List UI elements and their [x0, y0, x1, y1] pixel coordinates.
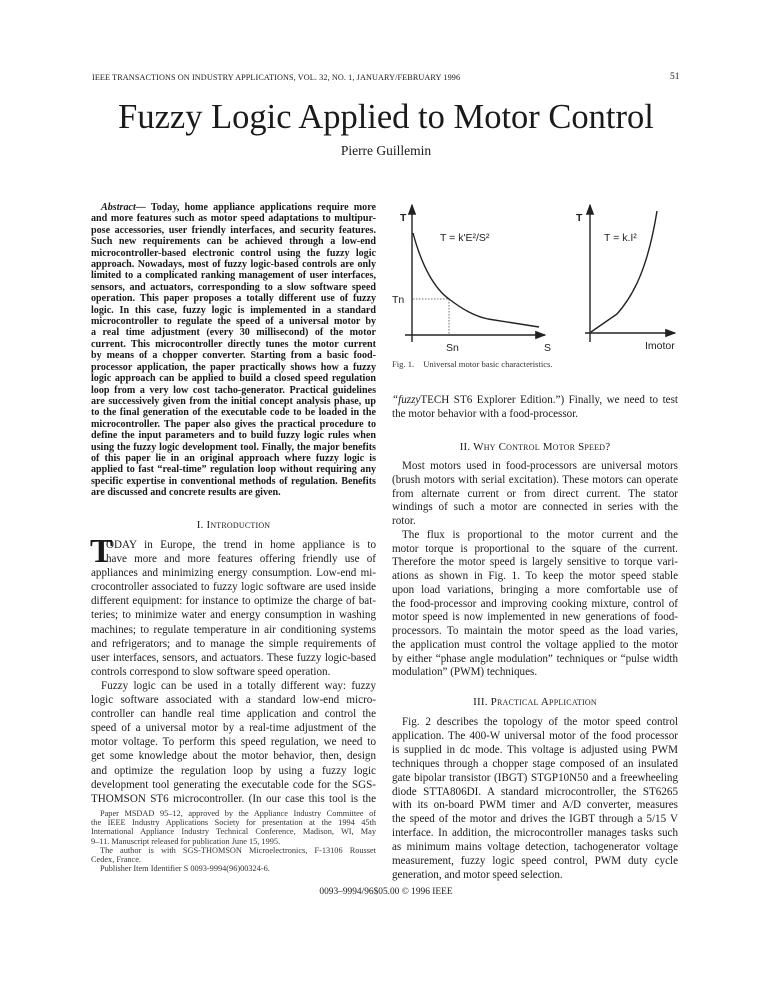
- text-line: approach. Nowadays, most of fuzzy logic-based controls are only: [91, 259, 376, 271]
- text-line: as minimum mains voltage detection, tachogenerator voltage: [392, 841, 678, 854]
- text-line: pose accessories, user friendly interfaces, and security features.: [91, 224, 376, 236]
- text-line: windings of such a motor are connected in series with the: [392, 501, 678, 514]
- text-line: motor torque is proportional to the square of the current.: [392, 542, 678, 555]
- text-line: diode STTA806DI. A standard microcontroller, the ST6265: [392, 785, 678, 798]
- text-line: define the input parameters and to build fuzzy logic rules when: [91, 430, 376, 442]
- text-line: with its on-board PWM timer and A/D converter, measures: [392, 799, 678, 812]
- figure-motor-characteristics: [380, 195, 680, 360]
- text-line: and refrigerators; and to manage the simple requirements of: [91, 637, 376, 650]
- abstract-label: Abstract—: [101, 202, 146, 213]
- footnotes: [91, 809, 376, 873]
- text-line: specific expertise in conventional methods of regulation. Benefits: [91, 475, 376, 487]
- italic-word: “fuzzy: [392, 394, 421, 406]
- text-line: generation, and motor speed selection.: [392, 868, 563, 881]
- text-line: microcontroller-based electronic control using the fuzzy logic: [91, 247, 376, 259]
- text-line: by means of a chopper converter. Starting from a basic food-: [91, 350, 376, 362]
- section-heading-introduction: I. Introduction: [196, 519, 271, 531]
- page-number: 51: [670, 72, 680, 82]
- text-line: (brush motors with serial excitation). These motors can operate: [392, 473, 678, 486]
- text-line: current. This microcontroller directly tunes the motor current: [91, 338, 376, 350]
- text-line: Such new requirements can be achieved through a low-end: [91, 236, 376, 248]
- paragraph: [91, 846, 376, 864]
- text-line: Publisher Item Identifier S 0093-9994(96)00324-6.: [100, 864, 270, 874]
- figure-label: Fig. 1.: [392, 359, 415, 369]
- text-line: The author is with SGS-THOMSON Microelectronics, F-13106 Rousset: [100, 845, 376, 855]
- text-line: motor voltage. To perform this speed regulation, we need to: [91, 736, 376, 749]
- paragraph: [91, 679, 376, 806]
- text-line: logic software associated with a standard low-end micro-: [91, 694, 376, 707]
- text-line: are discussed and concrete results are given.: [91, 487, 281, 499]
- text-span: TECH ST6 Explorer Edition.”) Finally, we need to test: [420, 394, 678, 406]
- text-line: microcontroller. The paper also gives the practical procedure to: [91, 418, 376, 430]
- text-line: development tool generating the executable code for the SGS-: [91, 778, 376, 791]
- sn-label: Sn: [446, 342, 459, 354]
- text-line: by either “phase angle modulation” techniques or “pulse width: [392, 652, 678, 665]
- text-line: logic. In this case, fuzzy logic is implemented in a standard: [91, 304, 376, 316]
- text-line: The flux is proportional to the motor current and the: [402, 528, 678, 541]
- text-line: interface. In addition, the microcontroller manages tasks such: [392, 827, 678, 840]
- x-axis-label: S: [544, 342, 552, 354]
- section-heading-practical: III. Practical Application: [473, 696, 597, 708]
- introduction-body: [90, 533, 376, 806]
- text-line: Cedex, France.: [91, 855, 141, 865]
- figure-caption: [392, 359, 553, 369]
- formula-label: T = k.I²: [604, 232, 637, 244]
- text-line: limited to a complicated ranking management of user interfaces,: [91, 270, 376, 282]
- text-line: modulation” (PWM) techniques.: [392, 666, 538, 679]
- torque-current-curve: [591, 211, 657, 332]
- paragraph: [91, 566, 376, 679]
- section3-body: [392, 716, 678, 883]
- text-line: a real time adjustment (every 30 millisecond) of the motor: [91, 327, 376, 339]
- text-line: [392, 393, 678, 407]
- paragraph: [91, 864, 376, 873]
- text-line: to the final generation of the executable code to be loaded in the: [91, 407, 376, 419]
- paragraph: [392, 529, 678, 680]
- abstract-line: [91, 202, 376, 213]
- text-line: Fig. 2 describes the topology of the motor speed control: [402, 716, 678, 728]
- text-line: have more and more features offering friendly use of: [106, 553, 376, 566]
- text-line: controls correspond to slow software speed operation.: [91, 665, 331, 678]
- text-line: Paper MSDAD 95–12, approved by the Appliance Industry Committee of: [100, 809, 376, 818]
- text-line: upon load variations, bringing a more comfortable use of: [392, 583, 678, 596]
- text-line: application. The 400-W universal motor of the food processor: [392, 729, 678, 742]
- text-line: the application must control the voltage applied to the motor: [392, 638, 678, 651]
- text-line: different equipment: for instance to optimize the charge of bat-: [91, 595, 376, 608]
- text-line: crocontroller associated to fuzzy logic software are used inside: [91, 581, 376, 594]
- text-line: gate bipolar transistor (IBGT) STGP10N50 and a freewheeling: [392, 771, 678, 784]
- text-line: the motor behavior with a food-processor.: [392, 408, 579, 420]
- text-line: Most motors used in food-processors are universal motors: [402, 460, 678, 472]
- text-line: rotor.: [392, 515, 416, 527]
- torque-speed-curve: [413, 233, 539, 327]
- y-axis-label: T: [576, 212, 583, 224]
- text-line: and more features such as motor speed adaptations to multipur-: [91, 213, 376, 225]
- section2-body: [392, 460, 678, 680]
- text-line: from alternate current or from direct current. The stator: [392, 487, 678, 500]
- paragraph: [392, 460, 678, 529]
- y-axis-label: T: [400, 212, 407, 224]
- section-heading-why-control: II. Why Control Motor Speed?: [459, 441, 611, 453]
- figure-caption-text: Universal motor basic characteristics.: [423, 359, 553, 369]
- right-plot: [576, 205, 675, 352]
- drop-cap: T: [90, 533, 113, 570]
- copyright-line: 0093–9994/96$05.00 © 1996 IEEE: [319, 887, 453, 897]
- running-header: IEEE TRANSACTIONS ON INDUSTRY APPLICATIONS, VOL. 32, NO. 1, JANUARY/FEBRUARY 1996: [92, 73, 461, 82]
- x-axis-label: Imotor: [645, 340, 675, 352]
- tn-label: Tn: [392, 294, 405, 306]
- text-line: the food-processor and improving cooking mixture, control of: [392, 597, 678, 610]
- left-plot: [392, 205, 551, 354]
- text-line: using the fuzzy logic development tool. Finally, the major benefits: [91, 441, 376, 453]
- text-line: motor speed is now implemented in new generations of food-: [392, 611, 678, 624]
- text-line: of this paper lie in an original approach where fuzzy logic is: [91, 452, 376, 464]
- abstract-first-line: Today, home appliance applications require more: [145, 202, 376, 213]
- text-line: the IEEE Industry Applications Society for presentation at the 1994 45th: [91, 818, 376, 828]
- abstract: [91, 202, 376, 499]
- text-line: user interfaces, sensors, and actuators. These fuzzy logic-based: [91, 651, 376, 664]
- text-line: ations as shown in Fig. 1. To keep the motor speed stable: [392, 570, 678, 582]
- text-line: 9–11. Manuscript released for publication June 15, 1995.: [91, 836, 281, 846]
- text-line: ODAY in Europe, the trend in home appliance is to: [106, 539, 376, 551]
- text-line: THOMSON ST6 microcontroller. (In our case this tool is the: [91, 792, 376, 805]
- author-name: Pierre Guillemin: [340, 143, 432, 158]
- text-line: operation. This paper proposes a totally different use of fuzzy: [91, 293, 376, 305]
- text-line: Therefore the motor speed is largely sensitive to torque vari-: [392, 556, 678, 569]
- text-line: Fuzzy logic can be used in a totally different way: fuzzy: [101, 679, 376, 692]
- text-line: processor application, the paper practically shows how a fuzzy: [91, 361, 376, 373]
- text-line: appliances and minimizing energy consumption. Low-end mi-: [91, 567, 376, 580]
- text-line: and optimize the regulation loop by using a fuzzy logic: [91, 764, 376, 777]
- paragraph: [91, 809, 376, 846]
- text-line: techniques through a chopper stage composed of an insulated: [392, 757, 678, 770]
- text-line: microcontroller to regulate the speed of a universal motor by: [91, 316, 376, 328]
- text-line: machines; to regulate temperature in air conditioning systems: [91, 623, 376, 636]
- formula-label: T = k'E²/S²: [440, 232, 490, 244]
- text-line: applied to fast “real-time” regulation loop without requiring any: [91, 464, 376, 476]
- text-line: speed of a universal motor by a real-time adjustment of the: [91, 722, 376, 735]
- text-line: measurement, fuzzy logic speed control, PWM duty cycle: [392, 855, 678, 868]
- introduction-continuation: [392, 393, 678, 421]
- text-line: the speed of the motor and drives the IGBT through a 5/15 V: [392, 813, 678, 826]
- text-line: sensors, and actuators, corresponding to a slow software speed: [91, 281, 376, 293]
- text-line: processors. To maintain the motor speed as the load varies,: [392, 625, 678, 637]
- text-line: teries; to minimize water and energy consumption in washing: [91, 609, 376, 622]
- text-line: controller can handle real time application and control the: [91, 708, 376, 721]
- text-line: International Appliance Industry Technical Conference, Madison, WI, May: [91, 827, 376, 837]
- paper-title: Fuzzy Logic Applied to Motor Control: [118, 98, 654, 136]
- text-line: get some knowledge about the motor behavior, then, design: [91, 750, 376, 763]
- paragraph: [392, 716, 678, 883]
- text-line: loop from a very low cost tacho-generator. Practical guidelines: [91, 384, 376, 396]
- text-line: logic approach can be applied to build a closed speed regulation: [91, 373, 376, 385]
- text-line: is supplied in dc mode. This voltage is adjusted using PWM: [392, 743, 678, 756]
- text-line: are successively given from the initial concept analysis phase, up: [91, 395, 376, 407]
